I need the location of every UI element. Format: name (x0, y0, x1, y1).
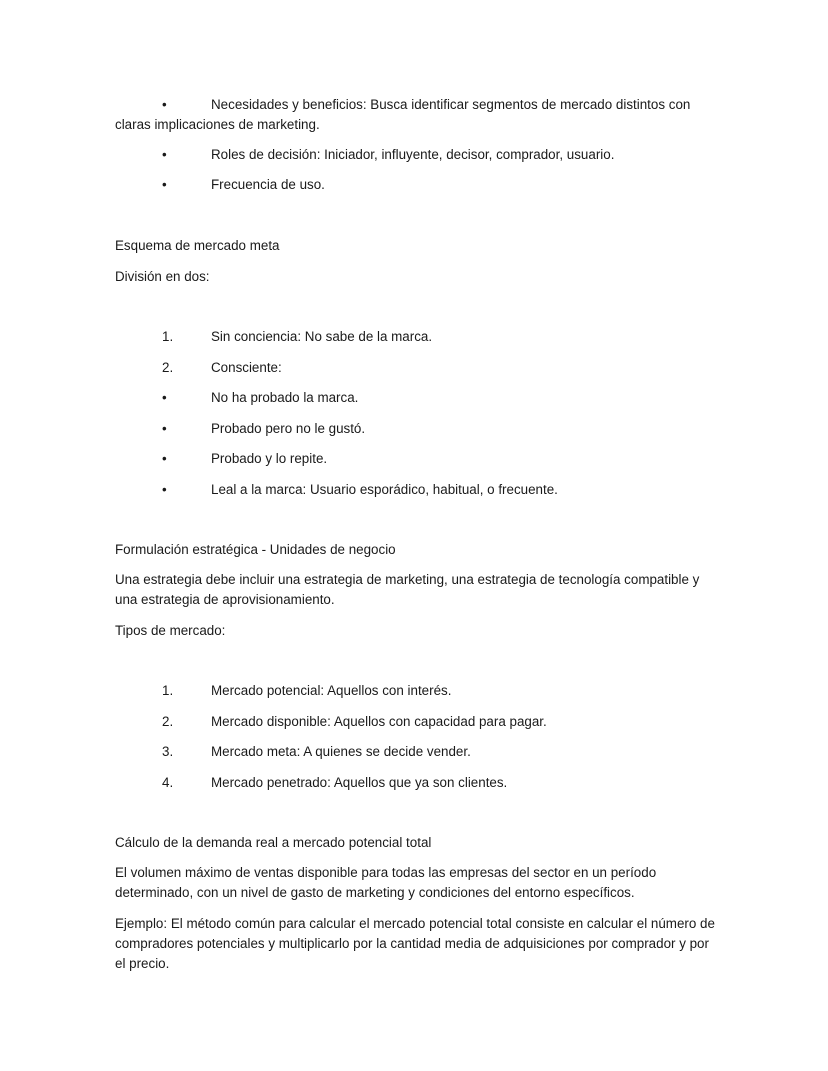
list-item (0, 175, 828, 195)
list-item-text: Mercado meta: A quienes se decide vender. (211, 744, 471, 759)
list-item (0, 419, 828, 439)
list-item-text: Mercado potencial: Aquellos con interés. (211, 683, 452, 698)
list-item-text: Necesidades y beneficios: Busca identificar segmentos de mercado distintos con claras implicaciones de marketing. (115, 97, 691, 132)
list-item-text: Sin conciencia: No sabe de la marca. (211, 329, 433, 344)
bullet-marker: • (162, 147, 167, 162)
paragraph: El volumen máximo de ventas disponible para todas las empresas del sector en un período determinado, con un nivel de gasto de marketing y condiciones del entorno específicos. (115, 865, 657, 900)
list-item-text: Mercado penetrado: Aquellos que ya son clientes. (211, 775, 508, 790)
section-heading: Cálculo de la demanda real a mercado potencial total (115, 835, 432, 850)
list-item-text: Leal a la marca: Usuario esporádico, habitual, o frecuente. (211, 482, 558, 497)
list-item (115, 95, 705, 135)
list-item (0, 145, 828, 165)
list-item (0, 388, 828, 408)
section-intro: Tipos de mercado: (115, 623, 226, 638)
list-marker: 2. (162, 714, 174, 729)
list-marker: 1. (162, 683, 174, 698)
list-item-text: Mercado disponible: Aquellos con capacidad para pagar. (211, 714, 547, 729)
list-item (0, 449, 828, 469)
paragraph: Una estrategia debe incluir una estrategia de marketing, una estrategia de tecnología compatible y una estrategia de aprovisionamiento. (115, 572, 700, 607)
list-item (0, 327, 828, 347)
list-marker: 1. (162, 329, 174, 344)
paragraph: Ejemplo: El método común para calcular el mercado potencial total consiste en calcular el número de compradores potenciales y multiplicarlo por la cantidad media de adquisiciones por comprador y por el precio. (115, 916, 715, 971)
list-item-text: No ha probado la marca. (211, 390, 359, 405)
bullet-marker: • (162, 177, 167, 192)
list-item-text: Probado y lo repite. (211, 451, 328, 466)
bullet-marker: • (162, 482, 167, 497)
list-item-text: Roles de decisión: Iniciador, influyente, decisor, comprador, usuario. (211, 147, 615, 162)
list-item-text: Frecuencia de uso. (211, 177, 325, 192)
bullet-marker: • (162, 421, 167, 436)
bullet-marker: • (162, 97, 167, 112)
bullet-marker: • (162, 451, 167, 466)
list-item (0, 358, 828, 378)
section-intro: División en dos: (115, 269, 210, 284)
list-item-text: Probado pero no le gustó. (211, 421, 366, 436)
list-marker: 3. (162, 744, 174, 759)
list-item (0, 712, 828, 732)
list-marker: 2. (162, 360, 174, 375)
list-item-text: Consciente: (211, 360, 282, 375)
section-heading: Formulación estratégica - Unidades de negocio (115, 542, 396, 557)
section-heading: Esquema de mercado meta (115, 238, 280, 253)
list-item (0, 480, 828, 500)
list-item (0, 742, 828, 762)
list-item (0, 681, 828, 701)
bullet-marker: • (162, 390, 167, 405)
list-marker: 4. (162, 775, 174, 790)
list-item (0, 773, 828, 793)
